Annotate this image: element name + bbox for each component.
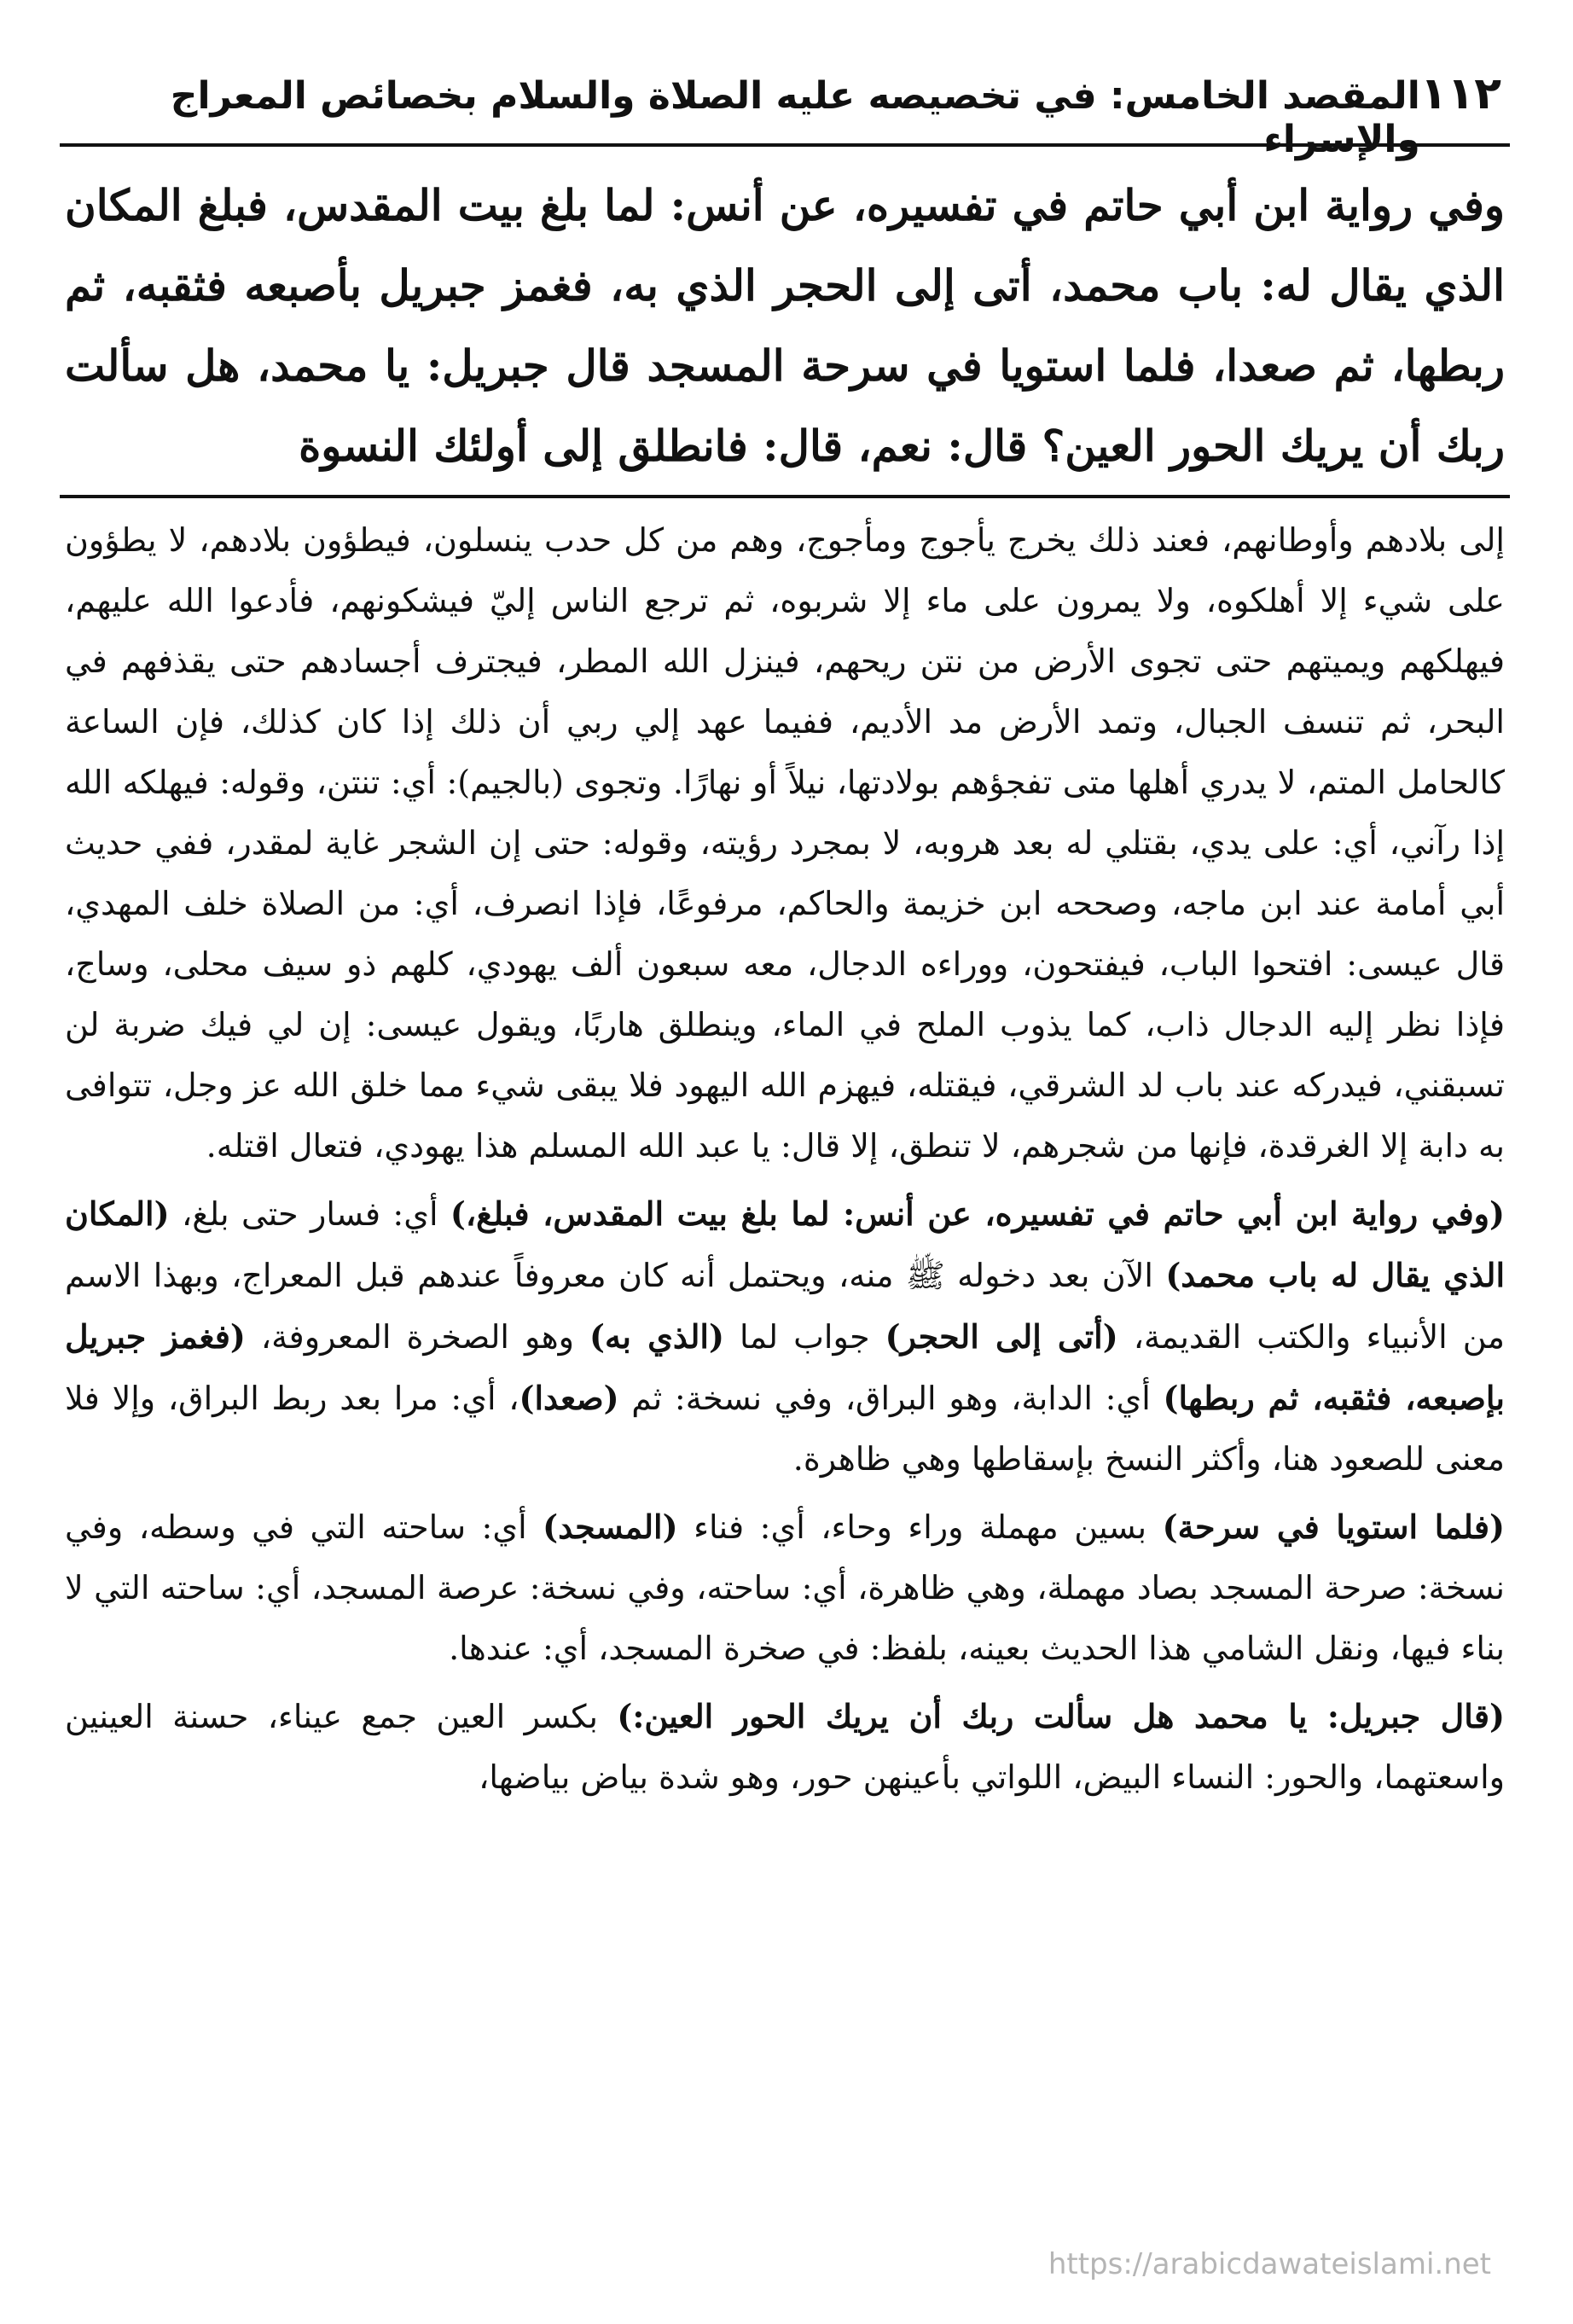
quoted-text: (وفي رواية ابن أبي حاتم في تفسيره، عن أنس: لما بلغ بيت المقدس، فبلغ،) [450, 1194, 1505, 1233]
commentary-paragraph-4 [65, 1686, 1505, 1808]
commentary-paragraph-2 [65, 1183, 1505, 1490]
explanation-text: وهو الصخرة المعروفة، [245, 1318, 590, 1356]
quoted-text: (صعدا) [519, 1379, 619, 1417]
explanation-text: جواب لما [723, 1318, 885, 1356]
explanation-text: أي: فسار حتى بلغ، [169, 1195, 450, 1233]
commentary-paragraph-1: إلى بلادهم وأوطانهم، فعند ذلك يخرج يأجوج ومأجوج، وهم من كل حدب ينسلون، فيطؤون بلادهم، لا يطؤون على شيء إلا أهلكوه، ولا يمرون على ماء إلا شربوه، ثم ترجع الناس إليّ فيشكونهم، فأدعوا الله عليهم، فيهلكهم ويميتهم حتى تجوى الأرض من نتن ريحهم، فينزل الله المطر، فيجترف أجسادهم حتى يقذفهم في البحر، ثم تنسف الجبال، وتمد الأرض مد الأديم، ففيما عهد إلي ربي أن ذلك إذا كان كذلك، فإن الساعة كالحامل المتم، لا يدري أهلها متى تفجؤهم بولادتها، نيلاً أو نهارًا. وتجوى (بالجيم): أي: تنتن، وقوله: فيهلكه الله إذا رآني، أي: على يدي، بقتلي له بعد هروبه، لا بمجرد رؤيته، وقوله: حتى إن الشجر غاية لمقدر، ففي حديث أبي أمامة عند ابن ماجه، وصححه ابن خزيمة والحاكم، مرفوعًا، فإذا انصرف، أي: من الصلاة خلف المهدي، قال عيسى: افتحوا الباب، فيفتحون، ووراءه الدجال، معه سبعون ألف يهودي، كلهم ذو سيف محلى، وساج، فإذا نظر إليه الدجال ذاب، كما يذوب الملح في الماء، وينطلق هاربًا، ويقول عيسى: إن لي فيك ضربة لن تسبقني، فيدركه عند باب لد الشرقي، فيقتله، فيهزم الله اليهود فلا يبقى شيء مما خلق الله عز وجل، تتوافى به دابة إلا الغرقدة، فإنها من شجرهم، لا تنطق، إلا قال: يا عبد الله المسلم هذا يهودي، فتعال اقتله. [65, 521, 1505, 1165]
text-divider [60, 495, 1510, 498]
quoted-text: (فلما استويا في سرحة) [1162, 1508, 1505, 1546]
quoted-text: (المكان الذي يقال له باب محمد) [65, 1194, 1505, 1294]
explanation-text: أي: ساحته التي في وسطه، وفي نسخة: صرحة المسجد بصاد مهملة، وهي ظاهرة، أي: ساحته، وفي نسخة: عرصة المسجد، أي: ساحته التي لا بناء فيها، ونقل الشامي هذا الحديث بعينه، بلفظ: في صخرة المسجد، أي: عندها. [65, 1508, 1505, 1667]
explanation-text: ، أي: مرا بعد ربط البراق، وإلا فلا معنى للصعود هنا، وأكثر النسخ بإسقاطها وهي ظاهرة. [65, 1380, 1505, 1478]
book-page [60, 68, 1510, 2286]
quoted-text: (المسجد) [543, 1508, 678, 1546]
quoted-text: (قال جبريل: يا محمد هل سألت ربك أن يريك الحور العين:) [617, 1697, 1505, 1735]
explanation-text: بسين مهملة وراء وحاء، أي: فناء [677, 1508, 1163, 1546]
explanation-text: بكسر العين جمع عيناء، حسنة العينين واسعتهما، والحور: النساء البيض، اللواتي بأعينهن حور، وهو شدة بياض بياضها، [65, 1698, 1505, 1796]
watermark-url: https://arabicdawateislami.net [1048, 2247, 1491, 2281]
page-number: ١١٢ [1419, 68, 1501, 119]
quoted-text: (فغمز جبريل بإصبعه، فثقبه، ثم ربطها) [65, 1317, 1505, 1417]
page-header [60, 68, 1510, 161]
running-title: المقصد الخامس: في تخصيصه عليه الصلاة والسلام بخصائص المعراج والإسراء [170, 74, 1420, 161]
commentary [60, 510, 1510, 1808]
commentary-paragraph-3 [65, 1496, 1505, 1679]
main-text: وفي رواية ابن أبي حاتم في تفسيره، عن أنس: لما بلغ بيت المقدس، فبلغ المكان الذي يقال له: باب محمد، أتى إلى الحجر الذي به، فغمز جبريل بأصبعه فثقبه، ثم ربطها، ثم صعدا، فلما استويا في سرحة المسجد قال جبريل: يا محمد، هل سألت ربك أن يريك الحور العين؟ قال: نعم، قال: فانطلق إلى أولئك النسوة [65, 180, 1505, 471]
quoted-text: (الذي به) [589, 1317, 724, 1356]
explanation-text: أي: الدابة، وهو البراق، وفي نسخة: ثم [618, 1380, 1164, 1417]
quoted-text: (أتى إلى الحجر) [885, 1317, 1118, 1356]
explanation-text: الآن بعد دخوله ﷺ منه، ويحتمل أنه كان معروفاً عندهم قبل المعراج، وبهذا الاسم من الأنبياء والكتب القديمة، [65, 1257, 1506, 1356]
